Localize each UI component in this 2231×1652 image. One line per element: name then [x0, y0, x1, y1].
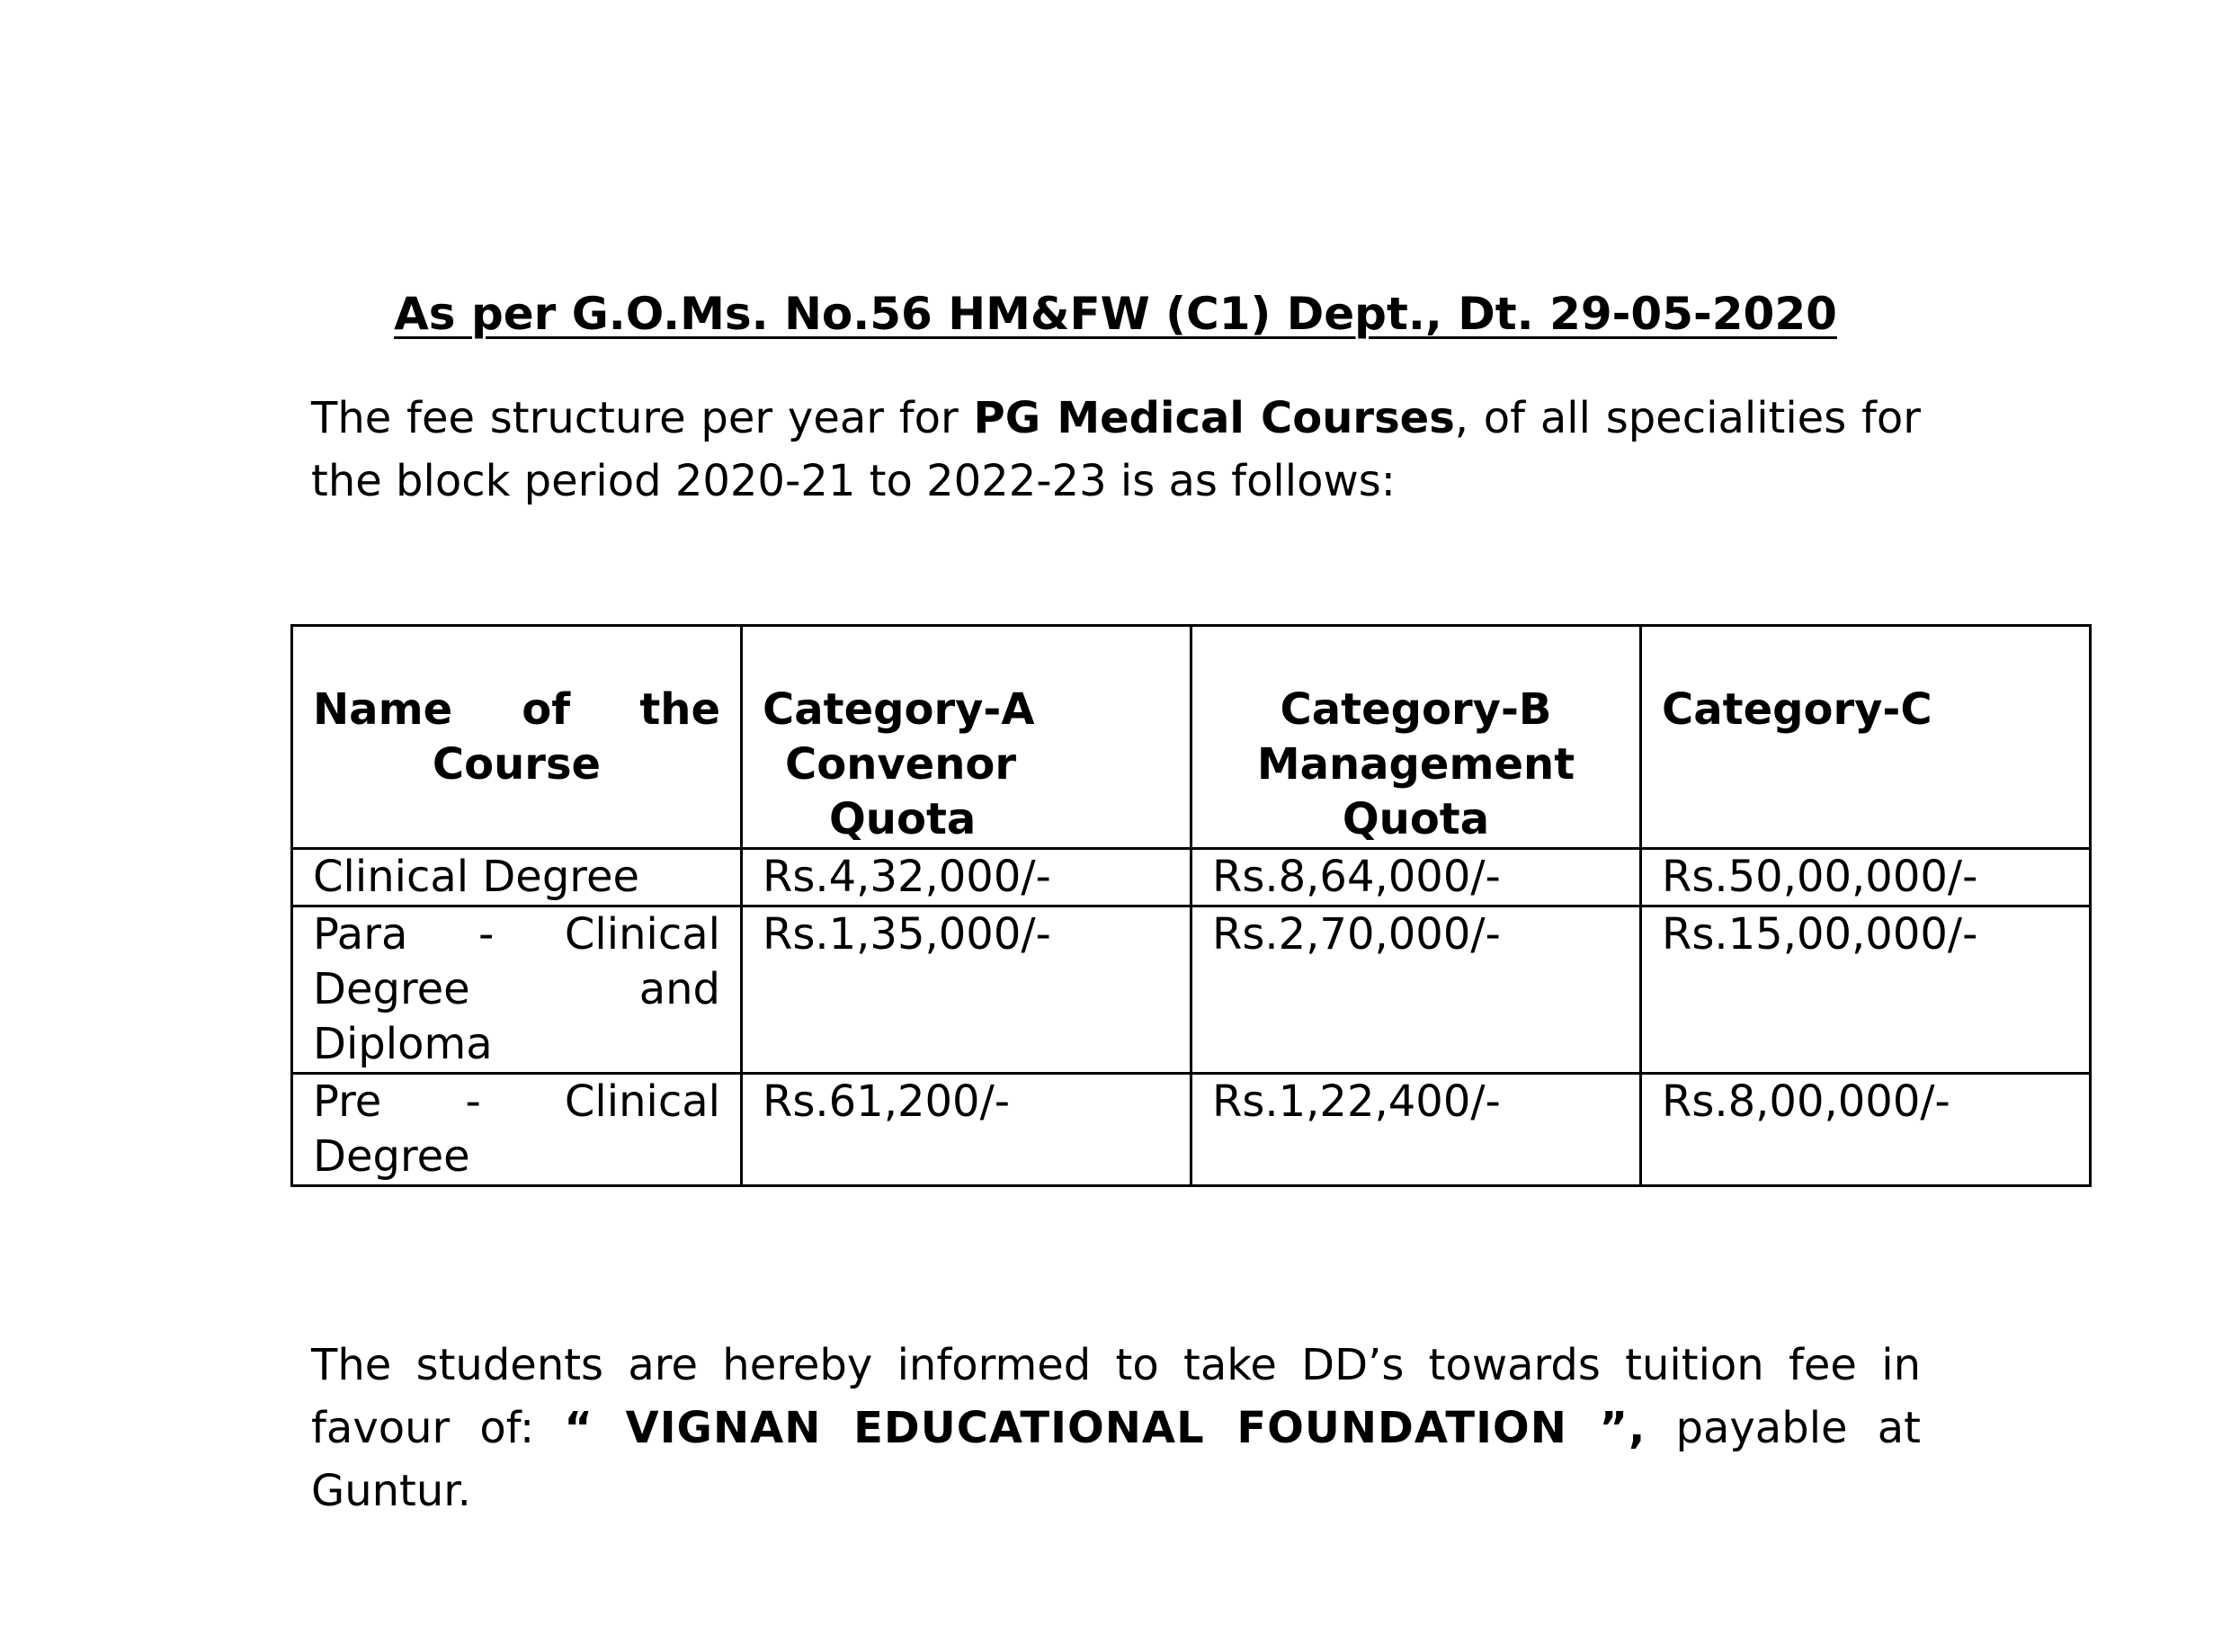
- cell-cat-b: Rs.8,64,000/-: [1191, 849, 1641, 906]
- course-line: Para - Clinical: [313, 909, 720, 960]
- header-category-a: [742, 626, 1191, 849]
- header-cat-a-line1: Category-A: [763, 684, 1035, 735]
- header-cat-b-line2: Management: [1256, 739, 1575, 790]
- table-row: [292, 906, 2091, 1074]
- cell-cat-b: Rs.1,22,400/-: [1191, 1074, 1641, 1186]
- intro-text-start: The fee structure per year for: [311, 393, 974, 443]
- course-line: Diploma: [313, 1019, 493, 1069]
- course-line: Degree and: [313, 964, 720, 1014]
- notice-paragraph: [311, 1334, 1921, 1523]
- course-pre-clinical: [292, 1074, 742, 1186]
- header-cat-b-line1: Category-B: [1280, 684, 1552, 735]
- header-cat-b-line3: Quota: [1342, 794, 1490, 844]
- page-title: As per G.O.Ms. No.56 HM&FW (C1) Dept., Dt. 29-05-2020: [394, 288, 1837, 340]
- notice-text-start: The students are hereby informed to take DD’s towards tuition fee in favour of:: [311, 1340, 1921, 1453]
- cell-cat-b: Rs.2,70,000/-: [1191, 906, 1641, 1074]
- cell-cat-a: Rs.1,35,000/-: [742, 906, 1191, 1074]
- header-cat-a-line3: Quota: [829, 794, 977, 844]
- header-cat-a-line2: Convenor: [785, 739, 1017, 790]
- header-category-b: [1191, 626, 1641, 849]
- header-course-line2: Course: [432, 739, 602, 790]
- header-course-line1: Name of the: [313, 684, 720, 735]
- notice-text-end: payable at Guntur.: [311, 1403, 1921, 1516]
- course-clinical-degree: Clinical Degree: [292, 849, 742, 906]
- course-line: Pre - Clinical: [313, 1076, 720, 1127]
- cell-cat-a: Rs.61,200/-: [742, 1074, 1191, 1186]
- table-row: [292, 1074, 2091, 1186]
- intro-course-name: PG Medical Courses: [973, 393, 1455, 443]
- course-line: Degree: [313, 1131, 470, 1182]
- header-category-c: Category-C: [1641, 626, 2091, 849]
- cell-cat-c: Rs.50,00,000/-: [1641, 849, 2091, 906]
- cell-cat-c: Rs.8,00,000/-: [1641, 1074, 2091, 1186]
- table-header-row: [292, 626, 2091, 849]
- fee-structure-table: [290, 624, 2092, 1187]
- cell-cat-c: Rs.15,00,000/-: [1641, 906, 2091, 1074]
- notice-payee-name: “ VIGNAN EDUCATIONAL FOUNDATION ”,: [564, 1403, 1646, 1453]
- header-course-name: [292, 626, 742, 849]
- intro-text-end: , of all specialities for the block period 2020-21 to 2022-23 is as follows:: [311, 393, 1921, 506]
- table-row: [292, 849, 2091, 906]
- course-para-clinical: [292, 906, 742, 1074]
- intro-paragraph: [311, 387, 1921, 513]
- cell-cat-a: Rs.4,32,000/-: [742, 849, 1191, 906]
